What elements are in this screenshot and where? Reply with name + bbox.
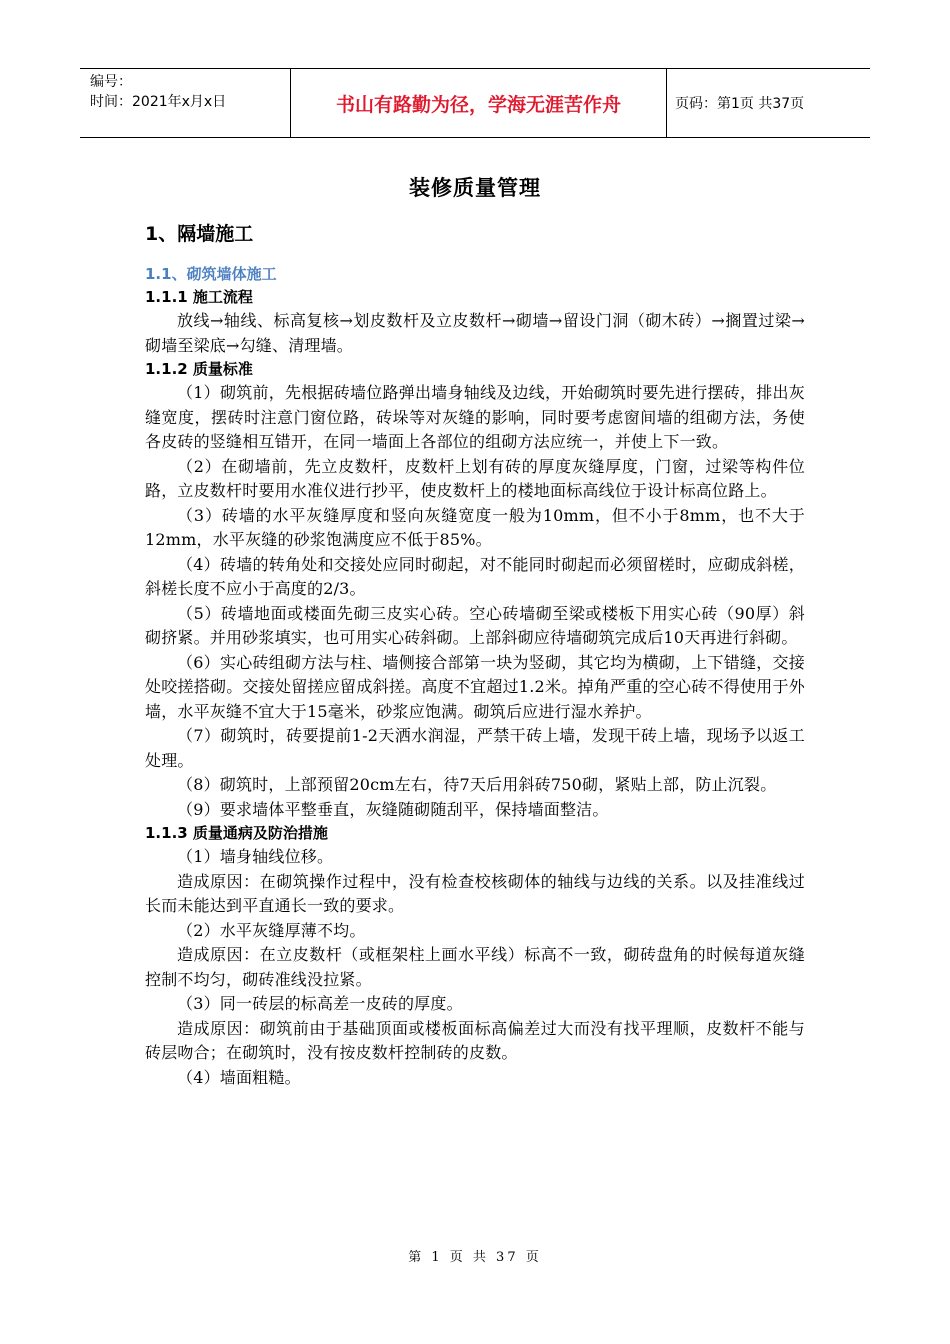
defect-item: 造成原因：在立皮数杆（或框架柱上画水平线）标高不一致，砌砖盘角的时候每道灰缝控制不均匀，砌砖准线没拉紧。 — [145, 945, 805, 989]
header-page-info: 页码：第1页 共37页 — [675, 96, 805, 112]
page-header — [80, 68, 870, 138]
standard-item: （7）砌筑时，砖要提前1-2天洒水润湿，严禁干砖上墙，发现干砖上墙，现场予以返工处理。 — [145, 726, 805, 770]
defect-item: （2）水平灰缝厚薄不均。 — [177, 920, 366, 940]
document-number: 编号： — [90, 74, 132, 90]
page-footer: 第 1 页 共 37 页 — [408, 1250, 542, 1265]
header-motto-cell — [290, 69, 667, 137]
standard-item: （9）要求墙体平整垂直，灰缝随砌随刮平，保持墙面整洁。 — [177, 799, 609, 819]
standard-item: （8）砌筑时，上部预留20cm左右，待7天后用斜砖750砌，紧贴上部，防止沉裂。 — [177, 775, 777, 794]
defects-heading: 1.1.3 质量通病及防治措施 — [145, 824, 328, 842]
header-meta — [80, 69, 290, 137]
process-paragraph: 放线→轴线、标高复核→划皮数杆及立皮数杆→砌墙→留设门洞（砌木砖）→搁置过梁→砌墙至梁底→勾缝、清理墙。 — [145, 311, 805, 355]
standard-item: （1）砌筑前，先根据砖墙位路弹出墙身轴线及边线，开始砌筑时要先进行摆砖，排出灰缝宽度，摆砖时注意门窗位路，砖垛等对灰缝的影响，同时要考虑窗间墙的组砌方法，务使各皮砖的竖缝相互错开，在同一墙面上各部位的组砌方法应统一，并使上下一致。 — [145, 383, 805, 451]
standard-item: （2）在砌墙前，先立皮数杆，皮数杆上划有砖的厚度灰缝厚度，门窗，过梁等构件位路，立皮数杆时要用水准仪进行抄平，使皮数杆上的楼地面标高线位于设计标高位路上。 — [145, 456, 805, 500]
defect-item: （3）同一砖层的标高差一皮砖的厚度。 — [177, 994, 463, 1013]
defect-item: 造成原因：砌筑前由于基础顶面或楼板面标高偏差过大而没有找平理顺，皮数杆不能与砖层吻合；在砌筑时，没有按皮数杆控制砖的皮数。 — [145, 1018, 805, 1062]
subsection-heading: 1.1、砌筑墙体施工 — [145, 265, 277, 283]
standard-item: （4）砖墙的转角处和交接处应同时砌起，对不能同时砌起而必须留槎时，应砌成斜槎，斜槎长度不应小于高度的2/3。 — [145, 554, 805, 598]
standard-item: （6）实心砖组砌方法与柱、墙侧接合部第一块为竖砌，其它均为横砌，上下错缝，交接处咬搓搭砌。交接处留搓应留成斜搓。高度不宜超过1.2米。掉角严重的空心砖不得使用于外墙，水平灰缝不宜大于15毫米，砂浆应饱满。砌筑后应进行湿水养护。 — [145, 652, 805, 721]
defect-item: （1）墙身轴线位移。 — [177, 847, 334, 866]
document-time: 时间：2021年x月x日 — [90, 94, 227, 110]
standard-item: （5）砖墙地面或楼面先砌三皮实心砖。空心砖墙砌至梁或楼板下用实心砖（90厚）斜砌挤紧。并用砂浆填实，也可用实心砖斜砌。上部斜砌应待墙砌筑完成后10天再进行斜砌。 — [145, 603, 805, 647]
document-body — [145, 218, 805, 1090]
section-heading: 1、隔墙施工 — [145, 223, 254, 245]
document-title: 装修质量管理 — [409, 176, 541, 200]
standard-item: （3）砖墙的水平灰缝厚度和竖向灰缝宽度一般为10mm，但不小于8mm，也不大于12mm，水平灰缝的砂浆饱满度应不低于85%。 — [145, 505, 805, 549]
defect-item: （4）墙面粗糙。 — [177, 1067, 301, 1087]
header-motto: 书山有路勤为径，学海无涯苦作舟 — [335, 93, 621, 116]
process-heading: 1.1.1 施工流程 — [145, 288, 253, 306]
standard-heading: 1.1.2 质量标准 — [145, 360, 253, 378]
defect-item: 造成原因：在砌筑操作过程中，没有检查校核砌体的轴线与边线的关系。以及挂准线过长而未能达到平直通长一致的要求。 — [145, 871, 805, 915]
